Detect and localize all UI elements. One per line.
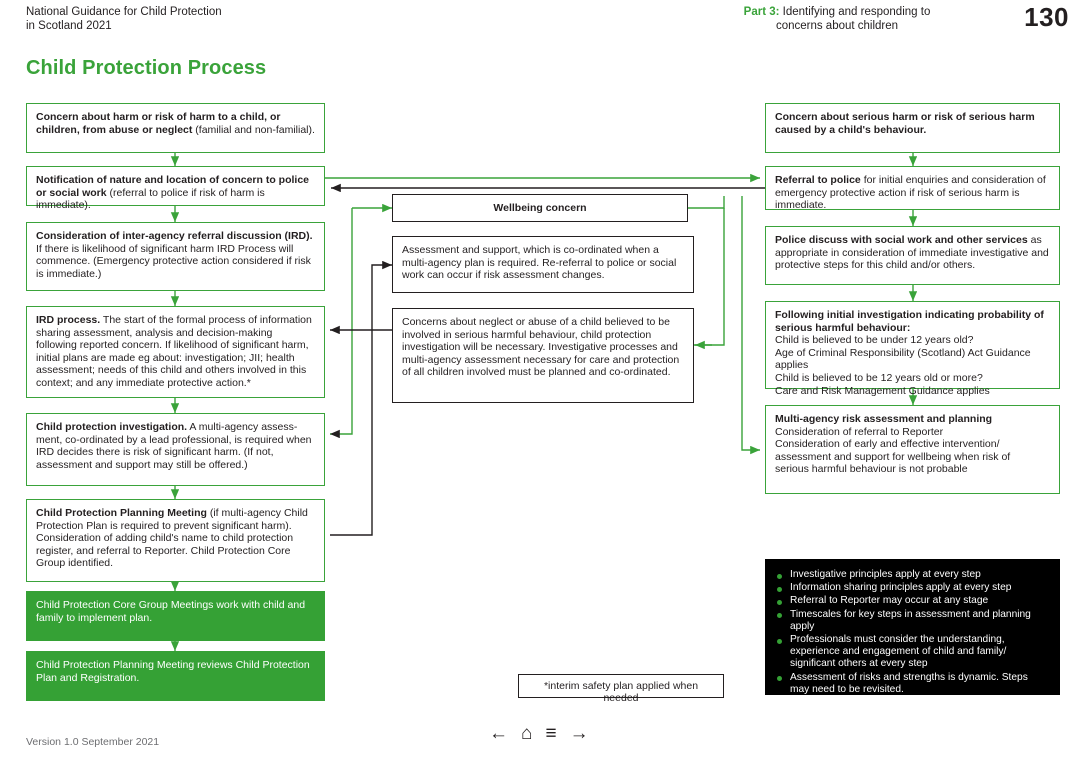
note-item: Professionals must consider the understanding, experience and engagement of child and family/ significant others at every step xyxy=(777,634,1048,671)
box-initial-investigation-line3: Child is believed to be 12 years old or more? xyxy=(775,371,983,384)
box-planning-meeting-reviews xyxy=(26,651,325,701)
box-notification-of-concern xyxy=(26,166,325,212)
box-core-group-text: Child Protection Core Group Meetings work with child and family to implement plan. xyxy=(36,599,306,624)
box-concern-about-harm xyxy=(26,103,325,153)
note-item: Referral to Reporter may occur at any stage xyxy=(777,595,1048,607)
box-multi-agency-bold: Multi-agency risk assessment and planning xyxy=(775,413,993,425)
box-initial-investigation-bold: Following initial investigation indicating probability of serious harmful behaviour: xyxy=(775,309,1044,334)
note-item: Investigative principles apply at every step xyxy=(777,569,1048,581)
document-header-title xyxy=(26,5,222,33)
version-label: Version 1.0 September 2021 xyxy=(26,736,160,748)
note-item: Assessment of risks and strengths is dynamic. Steps may need to be revisited. xyxy=(777,672,1048,696)
box-core-group-meetings xyxy=(26,591,325,641)
part-number: Part 3: xyxy=(743,6,780,18)
note-item: Timescales for key steps in assessment and planning apply xyxy=(777,609,1048,633)
box-assessment-text: Assessment and support, which is co-ordinated when a multi-agency plan is required. Re-referral to police or social work can occur if risk assessment changes. xyxy=(402,244,677,282)
box-ird-process xyxy=(26,306,325,398)
doc-title-line1: National Guidance for Child Protection xyxy=(26,6,222,18)
document-part-label xyxy=(712,5,962,33)
box-cp-planning-bold: Child Protection Planning Meeting xyxy=(36,507,207,519)
page-title: Child Protection Process xyxy=(26,57,267,79)
box-multi-agency-line1: Consideration of referral to Reporter xyxy=(775,425,944,438)
box-serious-harm-bold: Concern about serious harm or risk of serious harm caused by a child's behaviour. xyxy=(775,111,1035,136)
box-notification-bold: Notification of nature and location of concern to police or social work xyxy=(36,174,310,199)
box-cp-planning-rest: (if multi-agency Child Protection Plan is required to prevent significant harm). Consideration of adding child's name to child protection register, and referral to Reporter. Child Protection Core Group identified. xyxy=(36,507,308,570)
box-planning-reviews-text: Child Protection Planning Meeting reviews Child Protection Plan and Registration. xyxy=(36,659,310,684)
box-concerns-neglect-text: Concerns about neglect or abuse of a child believed to be involved in serious harmful behaviour, child protection investigation will be necessary. Investigative processes and multi-agency assessment necessary for care and protection of all children involved must be planned and co-ordinated. xyxy=(402,316,680,379)
interim-safety-plan-text: *interim safety plan applied when needed xyxy=(543,680,699,704)
doc-title-line2: in Scotland 2021 xyxy=(26,20,112,32)
box-concern-about-harm-bold: Concern about harm or risk of harm to a child, or children, from abuse or neglect xyxy=(36,111,281,136)
box-ird-consideration-bold: Consideration of inter-agency referral discussion (IRD). xyxy=(36,230,313,242)
box-ird-process-bold: IRD process. xyxy=(36,314,101,326)
box-child-protection-planning-meeting xyxy=(26,499,325,582)
box-police-discuss-with-social-work xyxy=(765,226,1060,285)
back-arrow-icon[interactable]: ← xyxy=(489,723,508,744)
box-initial-investigation-line4: Care and Risk Management Guidance applies xyxy=(775,384,990,397)
box-multi-agency-line2: Consideration of early and effective intervention/ xyxy=(775,438,1000,451)
box-inter-agency-referral-discussion xyxy=(26,222,325,291)
box-police-discuss-rest: as appropriate in consideration of immediate investigative and protective steps for this child and/or others. xyxy=(775,234,1049,272)
box-following-initial-investigation xyxy=(765,301,1060,397)
box-multi-agency-line3: assessment and support for wellbeing when risk of xyxy=(775,450,1011,463)
box-ird-process-rest: The start of the formal process of information sharing assessment, analysis and decision-making following reported concern. If likelihood of significant harm, initial plans are made eg about: investigation; JII; health assessment; needs of this child and others involved in this context; and any immediate protective action.* xyxy=(36,314,312,389)
home-icon[interactable]: ⌂ xyxy=(521,723,533,744)
box-concern-about-harm-rest: (familial and non-familial). xyxy=(192,123,315,136)
page-navigation[interactable] xyxy=(489,724,589,743)
box-referral-to-police xyxy=(765,166,1060,210)
box-cp-investigation-bold: Child protection investigation. xyxy=(36,421,188,433)
box-concerns-about-neglect-or-abuse xyxy=(392,308,694,403)
box-referral-police-rest: for initial enquiries and consideration of emergency protective action if risk of serious harm is immediate. xyxy=(775,174,1046,212)
box-notification-rest: (referral to police if risk of harm is immediate). xyxy=(36,186,265,212)
box-cp-investigation-rest: A multi-agency assess-ment, co-ordinated by a lead professional, is required when IRD decides there is risk of significant harm. (If not, assessment and support may still be offered.) xyxy=(36,421,312,471)
box-ird-consideration-rest: If there is likelihood of significant harm IRD Process will commence. (Emergency protective action considered if risk is immediate.) xyxy=(36,242,311,280)
box-referral-police-bold: Referral to police xyxy=(775,174,861,186)
part-text-line2: concerns about children xyxy=(775,20,899,32)
page-number: 130 xyxy=(1024,2,1069,32)
box-initial-investigation-line1: Child is believed to be under 12 years old? xyxy=(775,334,974,347)
part-text: Identifying and responding to xyxy=(779,6,931,18)
interim-safety-plan-note xyxy=(518,674,724,704)
box-assessment-and-support xyxy=(392,236,694,293)
box-police-discuss-bold: Police discuss with social work and other services xyxy=(775,234,1028,246)
forward-arrow-icon[interactable]: → xyxy=(569,723,589,744)
note-item: Information sharing principles apply at every step xyxy=(777,582,1048,594)
box-wellbeing-concern xyxy=(392,194,688,222)
principles-notes-panel xyxy=(765,559,1060,695)
box-multi-agency-risk-assessment xyxy=(765,405,1060,494)
box-child-protection-investigation xyxy=(26,413,325,486)
menu-icon[interactable]: ≡ xyxy=(545,723,557,744)
box-initial-investigation-line2: Age of Criminal Responsibility (Scotland) Act Guidance applies xyxy=(775,346,1031,372)
box-concern-serious-harm-behaviour xyxy=(765,103,1060,153)
box-multi-agency-line4: serious harmful behaviour is not probable xyxy=(775,463,968,476)
box-wellbeing-text: Wellbeing concern xyxy=(493,201,587,214)
